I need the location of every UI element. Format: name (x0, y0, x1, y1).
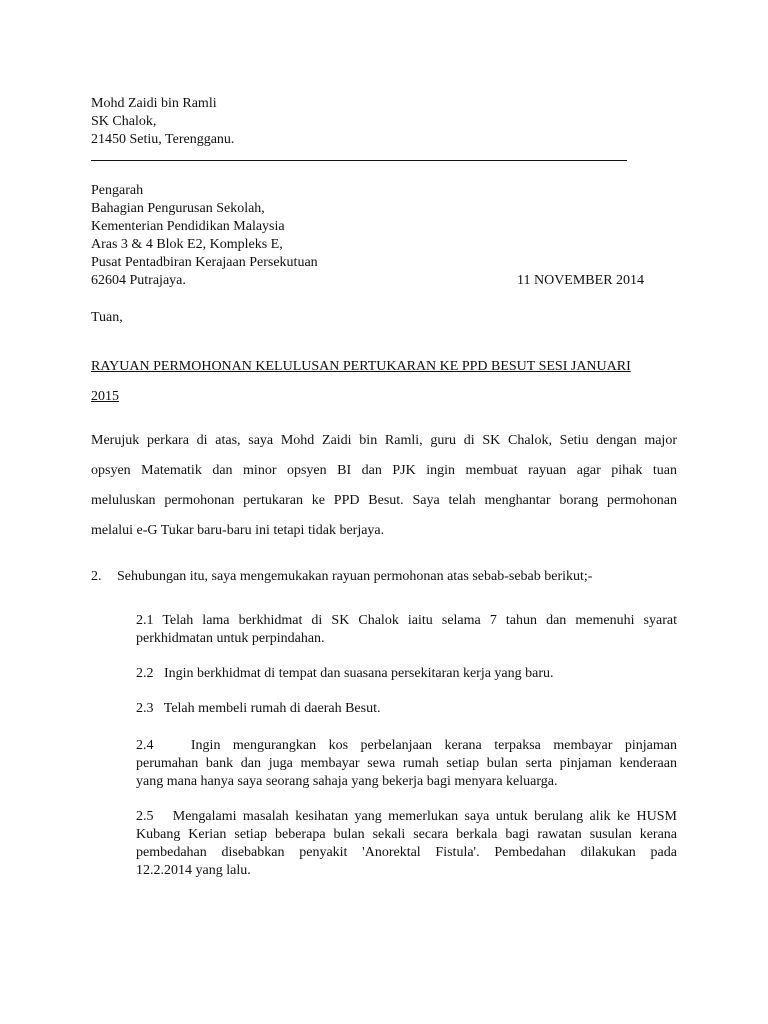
subject-line-2: 2015 (91, 389, 119, 404)
reason-2-4-line-3: yang mana hanya saya seorang sahaja yang bekerja bagi menyara keluarga. (136, 774, 558, 789)
reason-2-1-line-1: 2.1 Telah lama berkhidmat di SK Chalok iaitu selama 7 tahun dan memenuhi syarat (136, 613, 677, 628)
paragraph-2-text: Sehubungan itu, saya mengemukakan rayuan permohonan atas sebab-sebab berikut;- (117, 569, 593, 584)
reason-2-5-line-1: 2.5 Mengalami masalah kesihatan yang memerlukan saya untuk berulang alik ke HUSM (136, 809, 677, 824)
sender-school: SK Chalok, (91, 114, 157, 129)
header-divider (91, 160, 627, 161)
paragraph-1 (91, 426, 677, 546)
reason-2-3-line-1: 2.3 Telah membeli rumah di daerah Besut. (136, 701, 381, 716)
reason-2-5-line-4: 12.2.2014 yang lalu. (136, 863, 251, 878)
paragraph-1-line-4: melalui e-G Tukar baru-baru ini tetapi tidak berjaya. (91, 523, 385, 538)
recipient-line-2: Kementerian Pendidikan Malaysia (91, 219, 285, 234)
recipient-line-4: Pusat Pentadbiran Kerajaan Persekutuan (91, 255, 318, 270)
reason-2-3 (136, 700, 677, 718)
reason-2-4 (136, 737, 677, 791)
paragraph-1-line-2: opsyen Matematik dan minor opsyen BI dan PJK ingin membuat rayuan agar pihak tuan (91, 463, 677, 478)
subject-heading (91, 352, 691, 412)
reason-2-2 (136, 665, 677, 683)
sender-address (91, 95, 234, 149)
paragraph-1-line-3: meluluskan permohonan pertukaran ke PPD Besut. Saya telah menghantar borang permohonan (91, 493, 677, 508)
paragraph-1-line-1: Merujuk perkara di atas, saya Mohd Zaidi bin Ramli, guru di SK Chalok, Setiu dengan major (91, 433, 677, 448)
sender-city: 21450 Setiu, Terengganu. (91, 132, 235, 147)
salutation-text: Tuan, (91, 310, 123, 325)
paragraph-2-number: 2. (91, 569, 102, 584)
reason-2-5-line-2: Kubang Kerian setiap beberapa bulan sekali secara berkala bagi rawatan susulan kerana (136, 827, 677, 842)
reason-2-4-line-2: perumahan bank dan juga membayar sewa rumah setiap bulan serta pinjaman kenderaan (136, 756, 677, 771)
subject-line-1: RAYUAN PERMOHONAN KELULUSAN PERTUKARAN KE PPD BESUT SESI JANUARI (91, 359, 631, 374)
reason-2-5-line-3: pembedahan disebabkan penyakit 'Anorektal Fistula'. Pembedahan dilakukan pada (136, 845, 677, 860)
salutation (91, 309, 123, 327)
recipient-title: Pengarah (91, 183, 144, 198)
reason-2-5 (136, 808, 677, 880)
recipient-line-3: Aras 3 & 4 Blok E2, Kompleks E, (91, 237, 283, 252)
sender-name: Mohd Zaidi bin Ramli (91, 96, 217, 111)
recipient-line-1: Bahagian Pengurusan Sekolah, (91, 201, 265, 216)
reason-2-2-line-1: 2.2 Ingin berkhidmat di tempat dan suasana persekitaran kerja yang baru. (136, 666, 554, 681)
reason-2-4-line-1: 2.4 Ingin mengurangkan kos perbelanjaan kerana terpaksa membayar pinjaman (136, 738, 677, 753)
reason-2-1-line-2: perkhidmatan untuk perpindahan. (136, 631, 325, 646)
letter-date: 11 NOVEMBER 2014 (517, 273, 645, 288)
recipient-address (91, 182, 318, 290)
recipient-line-5: 62604 Putrajaya. (91, 273, 186, 288)
reason-2-1 (136, 612, 677, 648)
